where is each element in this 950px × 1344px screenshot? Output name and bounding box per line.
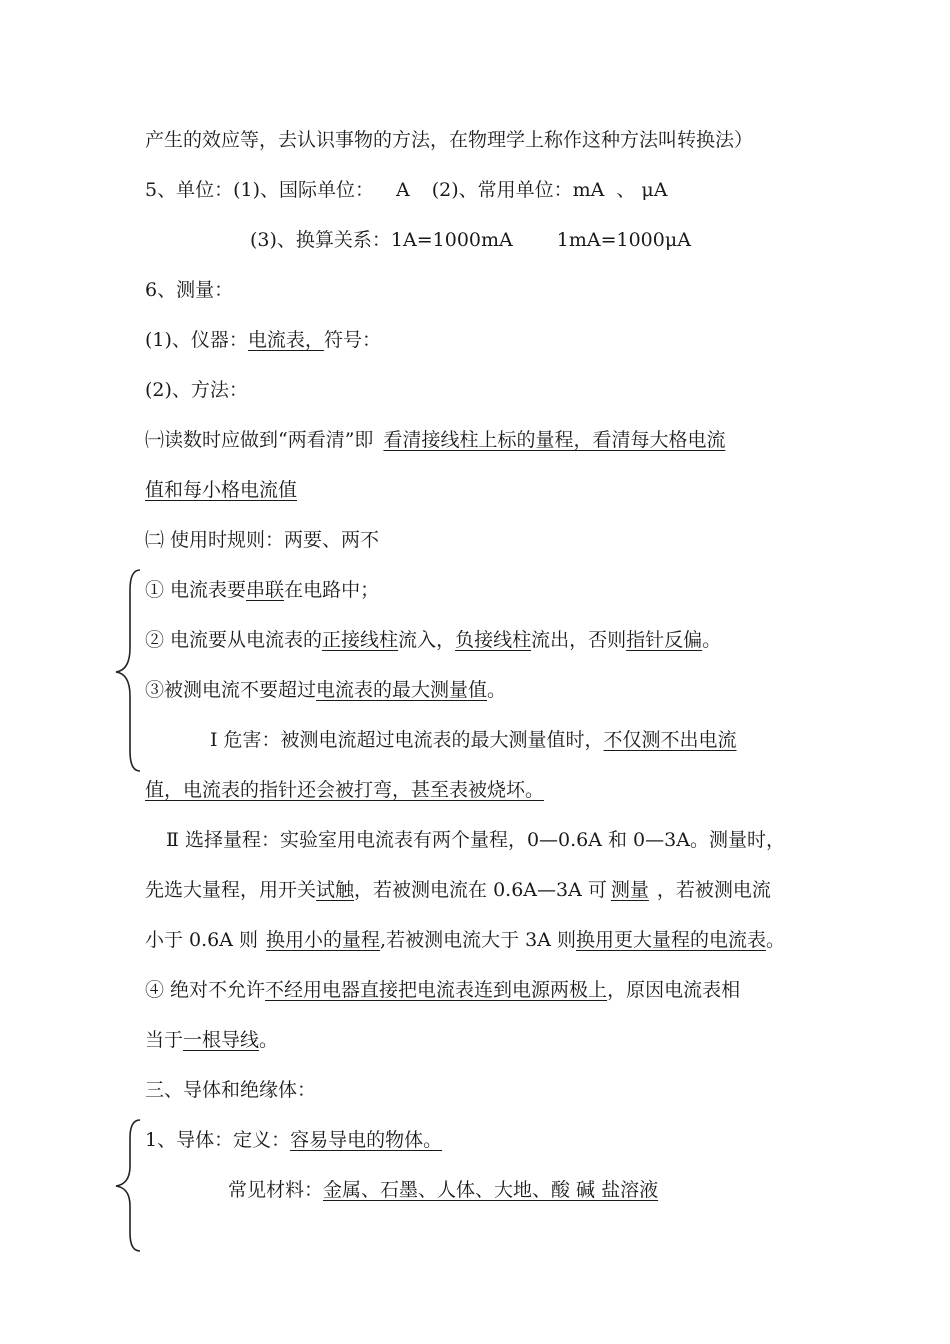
text-line-unit-conversion: (3)、换算关系：1A=1000mA 1mA=1000μA	[250, 229, 691, 251]
text-line-usage-rules: ㈡ 使用时规则：两要、两不	[145, 529, 380, 551]
left-brace-conductors	[112, 1118, 142, 1253]
rule-current-direction: ② 电流要从电流表的正接线柱流入，负接线柱流出，否则指针反偏。	[145, 629, 722, 651]
text-line-hazard-cont: 值，电流表的指针还会被打弯，甚至表被烧坏。	[145, 779, 545, 801]
left-brace-rules	[112, 568, 142, 773]
text-line-reading-rule-cont: 值和每小格电流值	[145, 479, 298, 501]
rule-never-connect-directly: ④ 绝对不允许不经用电器直接把电流表连到电源两极上，原因电流表相	[145, 979, 741, 1001]
text-line-conductor-definition: 1、导体：定义：容易导电的物体。	[145, 1129, 443, 1151]
text-line-range-selection: Ⅱ 选择量程：实验室用电流表有两个量程，0—0.6A 和 0—3A。测量时，	[166, 829, 785, 851]
text-line-reading-rule: ㈠读数时应做到“两看清”即 看清接线柱上标的量程，看清每大格电流	[145, 429, 726, 451]
text-line-conversion-method: 产生的效应等，去认识事物的方法，在物理学上称作这种方法叫转换法）	[145, 129, 754, 151]
text-line-method: (2)、方法：	[145, 379, 248, 401]
section-heading-measurement: 6、测量：	[145, 279, 234, 301]
text-line-units: 5、单位：(1)、国际单位： A (2)、常用单位：mA 、 μA	[145, 179, 668, 201]
text-line-range-switch: 小于 0.6A 则 换用小的量程,若被测电流大于 3A 则换用更大量程的电流表。	[145, 929, 786, 951]
text-line-common-materials: 常见材料：金属、石墨、人体、大地、酸 碱 盐溶液	[228, 1179, 659, 1201]
text-line-instrument: (1)、仪器：电流表，符号：	[145, 329, 381, 351]
text-line-trial-touch: 先选大量程，用开关试触，若被测电流在 0.6A—3A 可 测量 ，若被测电流	[145, 879, 771, 901]
section-heading-conductors: 三、导体和绝缘体：	[145, 1079, 317, 1101]
rule-max-value: ③被测电流不要超过电流表的最大测量值。	[145, 679, 507, 701]
rule-series-connection: ① 电流表要串联在电路中；	[145, 579, 380, 601]
text-line-equivalent-wire: 当于一根导线。	[145, 1029, 279, 1051]
text-line-hazard: Ⅰ 危害：被测电流超过电流表的最大测量值时，不仅测不出电流	[210, 729, 737, 751]
